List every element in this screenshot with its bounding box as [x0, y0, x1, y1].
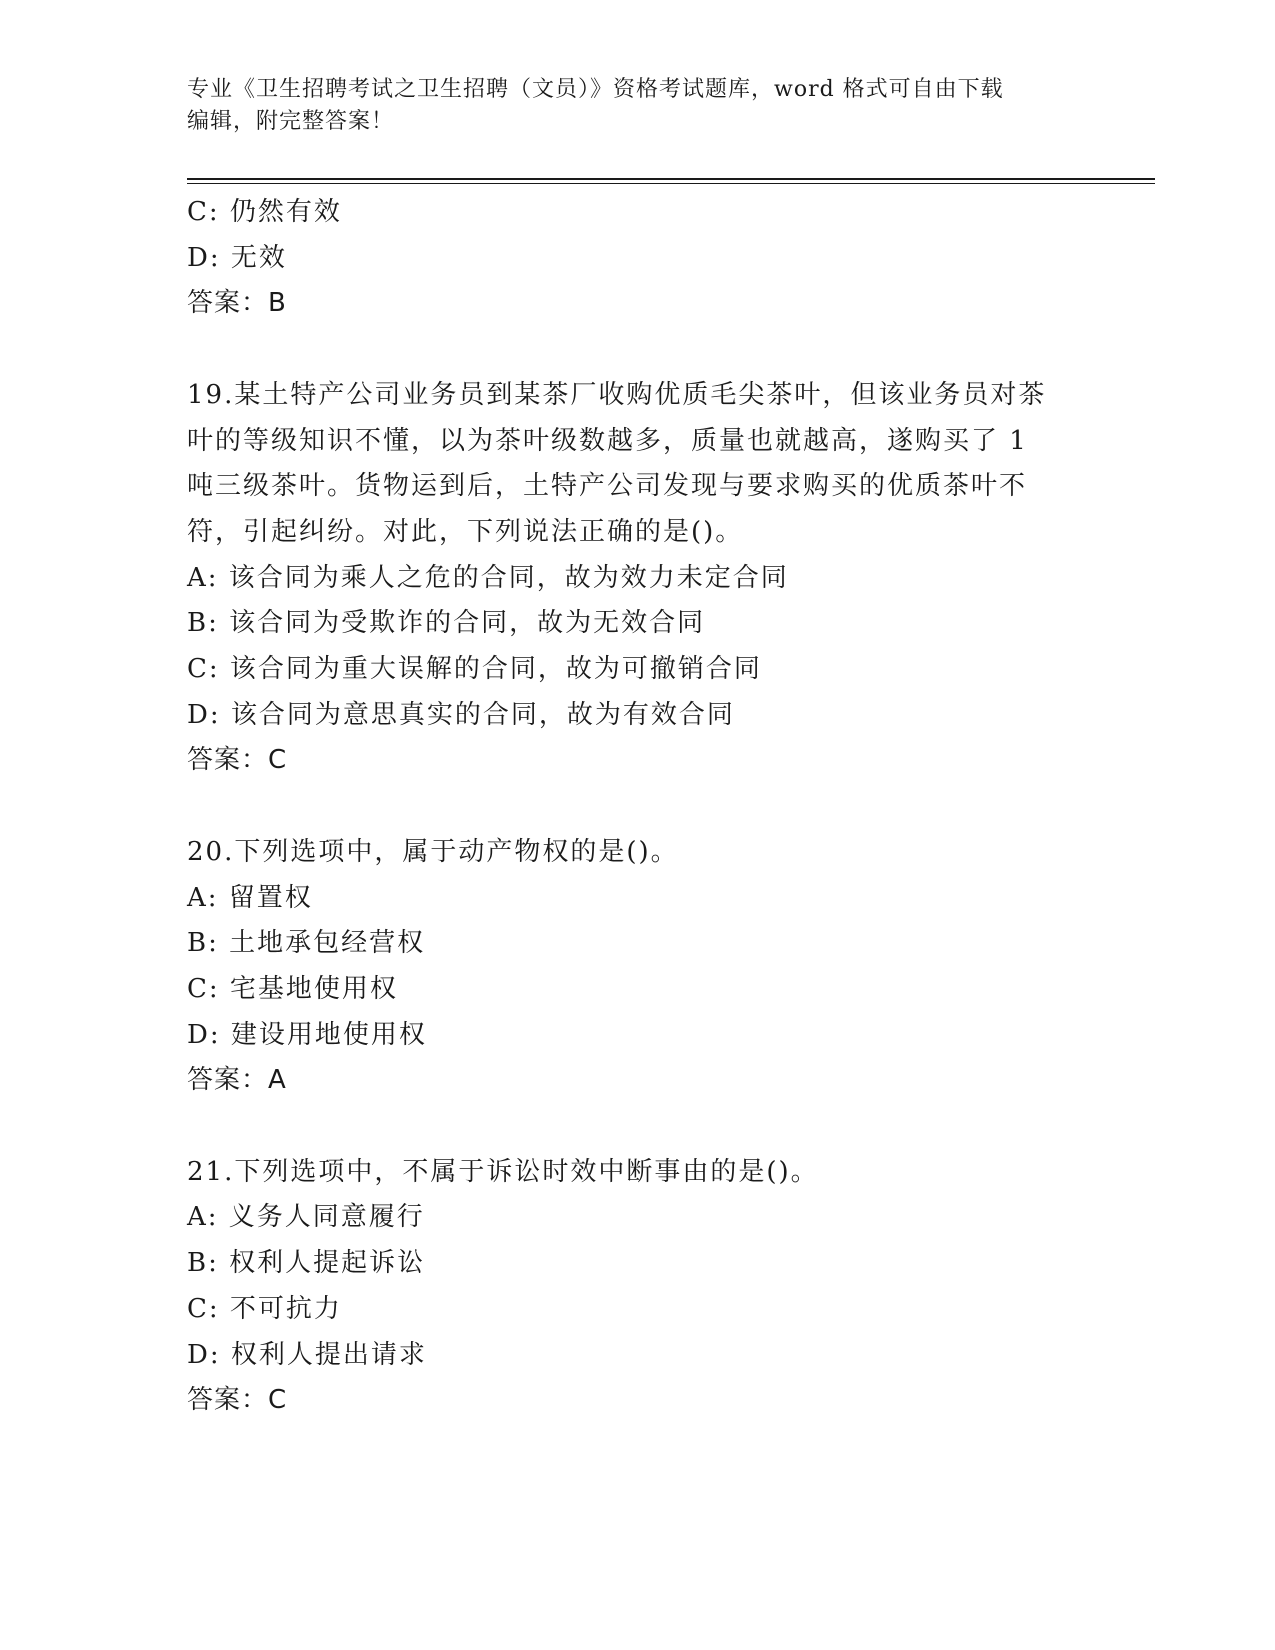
header-rule-thick [187, 178, 1155, 180]
question-list [187, 190, 1087, 1424]
answer-line: 答案：B [187, 288, 287, 319]
question-text-line: 20.下列选项中，属于动产物权的是()。 [187, 836, 679, 867]
option-d: D: 权利人提出请求 [187, 1339, 427, 1370]
question-text-line: 21.下列选项中，不属于诉讼时效中断事由的是()。 [187, 1156, 819, 1187]
option-c: C: 宅基地使用权 [187, 973, 398, 1004]
question-block-18-tail [187, 190, 1087, 327]
spacer [187, 1104, 1087, 1150]
header-line-2: 编辑，附完整答案！ [187, 109, 395, 134]
spacer [187, 784, 1087, 830]
question-text-line: 叶的等级知识不懂，以为茶叶级数越多，质量也就越高，遂购买了 1 [187, 425, 1028, 456]
option-c: C: 该合同为重大误解的合同，故为可撤销合同 [187, 654, 762, 685]
question-block-21 [187, 1150, 1087, 1424]
option-c: C: 仍然有效 [187, 197, 342, 227]
option-d: D: 无效 [187, 242, 287, 273]
question-block-19 [187, 373, 1087, 784]
option-d: D: 该合同为意思真实的合同，故为有效合同 [187, 699, 735, 730]
option-b: B: 权利人提起诉讼 [187, 1248, 426, 1279]
option-a: A: 该合同为乘人之危的合同，故为效力未定合同 [187, 562, 789, 593]
option-d: D: 建设用地使用权 [187, 1019, 427, 1050]
option-b: B: 土地承包经营权 [187, 928, 426, 959]
option-c: C: 不可抗力 [187, 1293, 342, 1324]
answer-line: 答案：A [187, 1065, 287, 1096]
header-rule-thin [187, 183, 1155, 184]
document-header [187, 74, 1087, 138]
question-text-line: 19.某土特产公司业务员到某茶厂收购优质毛尖茶叶，但该业务员对茶 [187, 379, 1047, 410]
header-line-1: 专业《卫生招聘考试之卫生招聘（文员）》资格考试题库，word 格式可自由下载 [187, 77, 1004, 102]
answer-line: 答案：C [187, 745, 288, 776]
spacer [187, 327, 1087, 373]
option-a: A: 义务人同意履行 [187, 1202, 425, 1233]
question-block-20 [187, 830, 1087, 1104]
answer-line: 答案：C [187, 1385, 288, 1416]
question-text-line: 符，引起纠纷。对此，下列说法正确的是()。 [187, 516, 744, 547]
option-a: A: 留置权 [187, 882, 313, 913]
option-b: B: 该合同为受欺诈的合同，故为无效合同 [187, 608, 706, 639]
question-text-line: 吨三级茶叶。货物运到后，土特产公司发现与要求购买的优质茶叶不 [187, 471, 1028, 502]
